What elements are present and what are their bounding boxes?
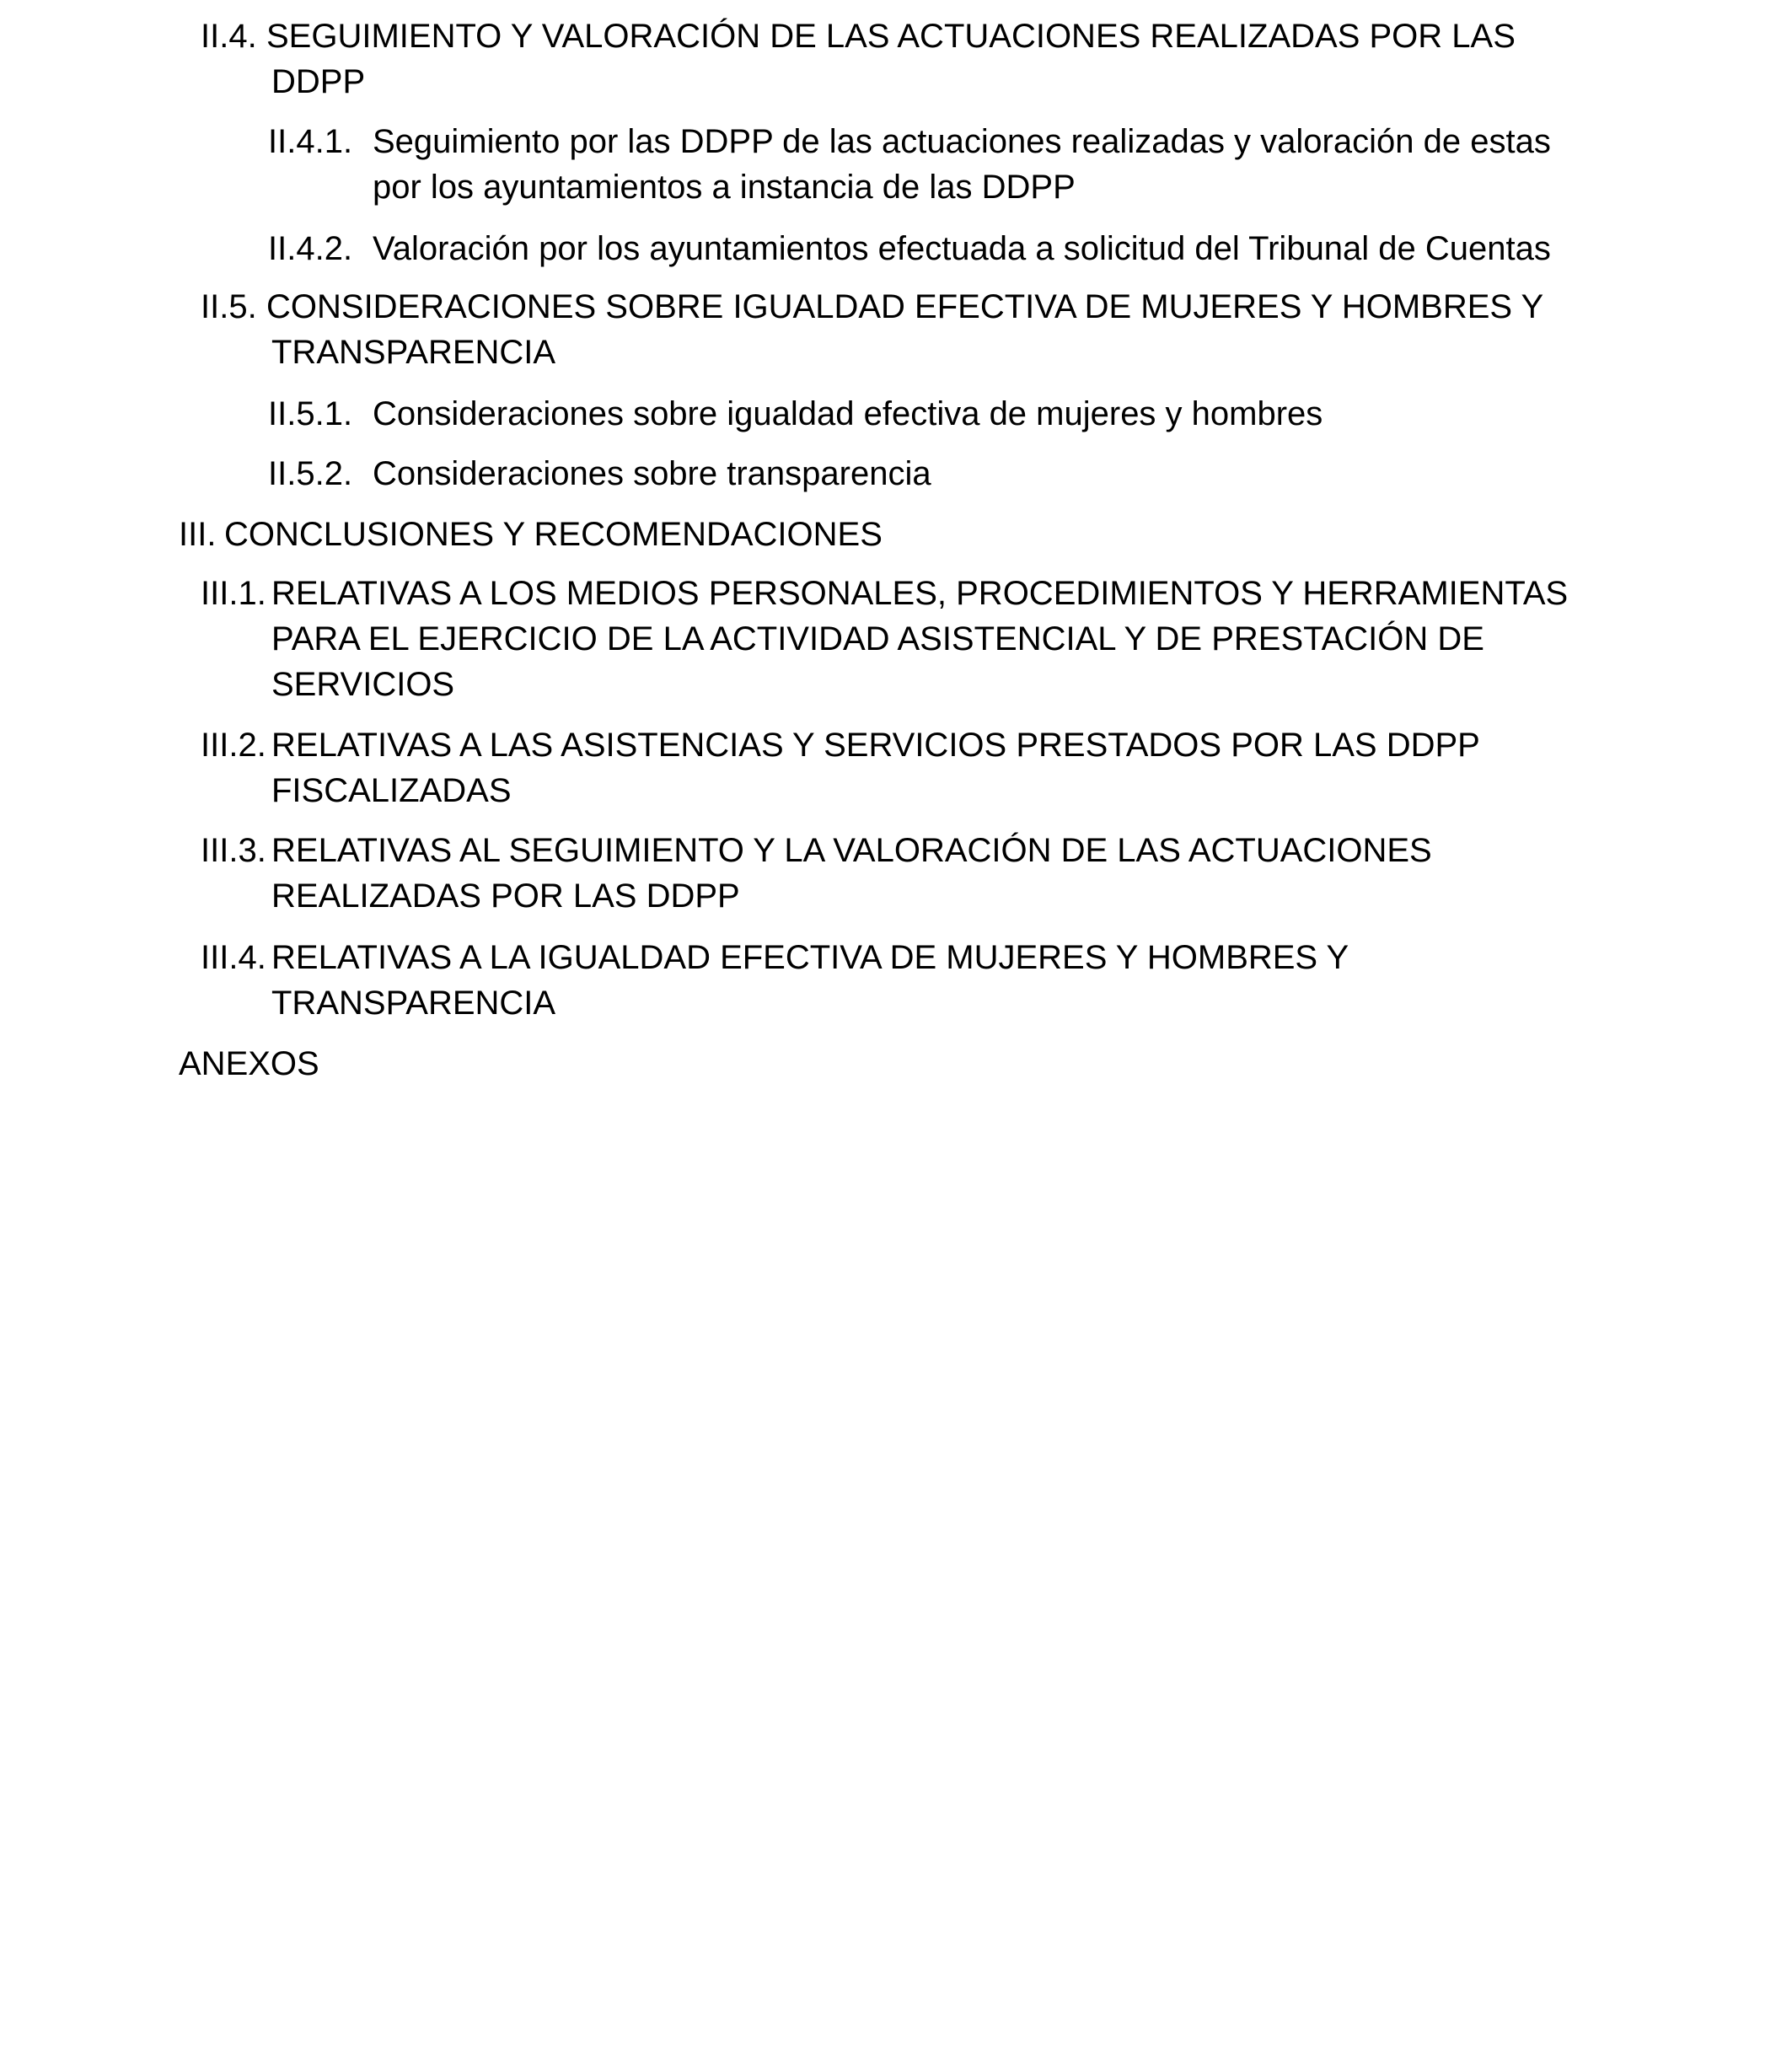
toc-entry-title: CONCLUSIONES Y RECOMENDACIONES (224, 516, 883, 553)
toc-entry-title: ANEXOS (179, 1045, 319, 1082)
toc-entry-number: III. (179, 516, 217, 553)
toc-entry-number: II.4. (201, 18, 257, 55)
toc-entry-title: CONSIDERACIONES SOBRE IGUALDAD EFECTIVA DE MUJERES Y HOMBRES Y TRANSPARENCIA (266, 288, 1544, 371)
toc-entry-title: Seguimiento por las DDPP de las actuaciones realizadas y valoración de estas por los ayuntamientos a instancia de las DDPP (373, 123, 1551, 206)
toc-entry-number: II.4.2. (268, 230, 353, 267)
toc-entry-number: II.5.1. (268, 395, 353, 432)
toc-entry-number: III.4. (201, 939, 266, 976)
toc-entry-number: III.2. (201, 727, 266, 764)
toc-entry-title: Consideraciones sobre transparencia (373, 455, 931, 492)
toc-entry-title: Consideraciones sobre igualdad efectiva de mujeres y hombres (373, 395, 1323, 432)
toc-entry-number: III.1. (201, 575, 266, 612)
toc-entry-title: RELATIVAS AL SEGUIMIENTO Y LA VALORACIÓN DE LAS ACTUACIONES REALIZADAS POR LAS DDPP (271, 832, 1432, 915)
toc-entry-number: II.5. (201, 288, 257, 325)
toc-entry-number: III.3. (201, 832, 266, 869)
toc-entry-number: II.5.2. (268, 455, 353, 492)
toc-entry-title: SEGUIMIENTO Y VALORACIÓN DE LAS ACTUACIONES REALIZADAS POR LAS DDPP (266, 18, 1516, 100)
toc-entry-title: RELATIVAS A LOS MEDIOS PERSONALES, PROCEDIMIENTOS Y HERRAMIENTAS PARA EL EJERCICIO DE LA ACTIVIDAD ASISTENCIAL Y DE PRESTACIÓN DE SERVICIOS (271, 575, 1569, 703)
toc-entry-title: Valoración por los ayuntamientos efectuada a solicitud del Tribunal de Cuentas (373, 230, 1551, 267)
toc-entry-number: II.4.1. (268, 123, 353, 160)
toc-entry-title: RELATIVAS A LA IGUALDAD EFECTIVA DE MUJERES Y HOMBRES Y TRANSPARENCIA (271, 939, 1349, 1022)
toc-entry-title: RELATIVAS A LAS ASISTENCIAS Y SERVICIOS PRESTADOS POR LAS DDPP FISCALIZADAS (271, 727, 1480, 809)
